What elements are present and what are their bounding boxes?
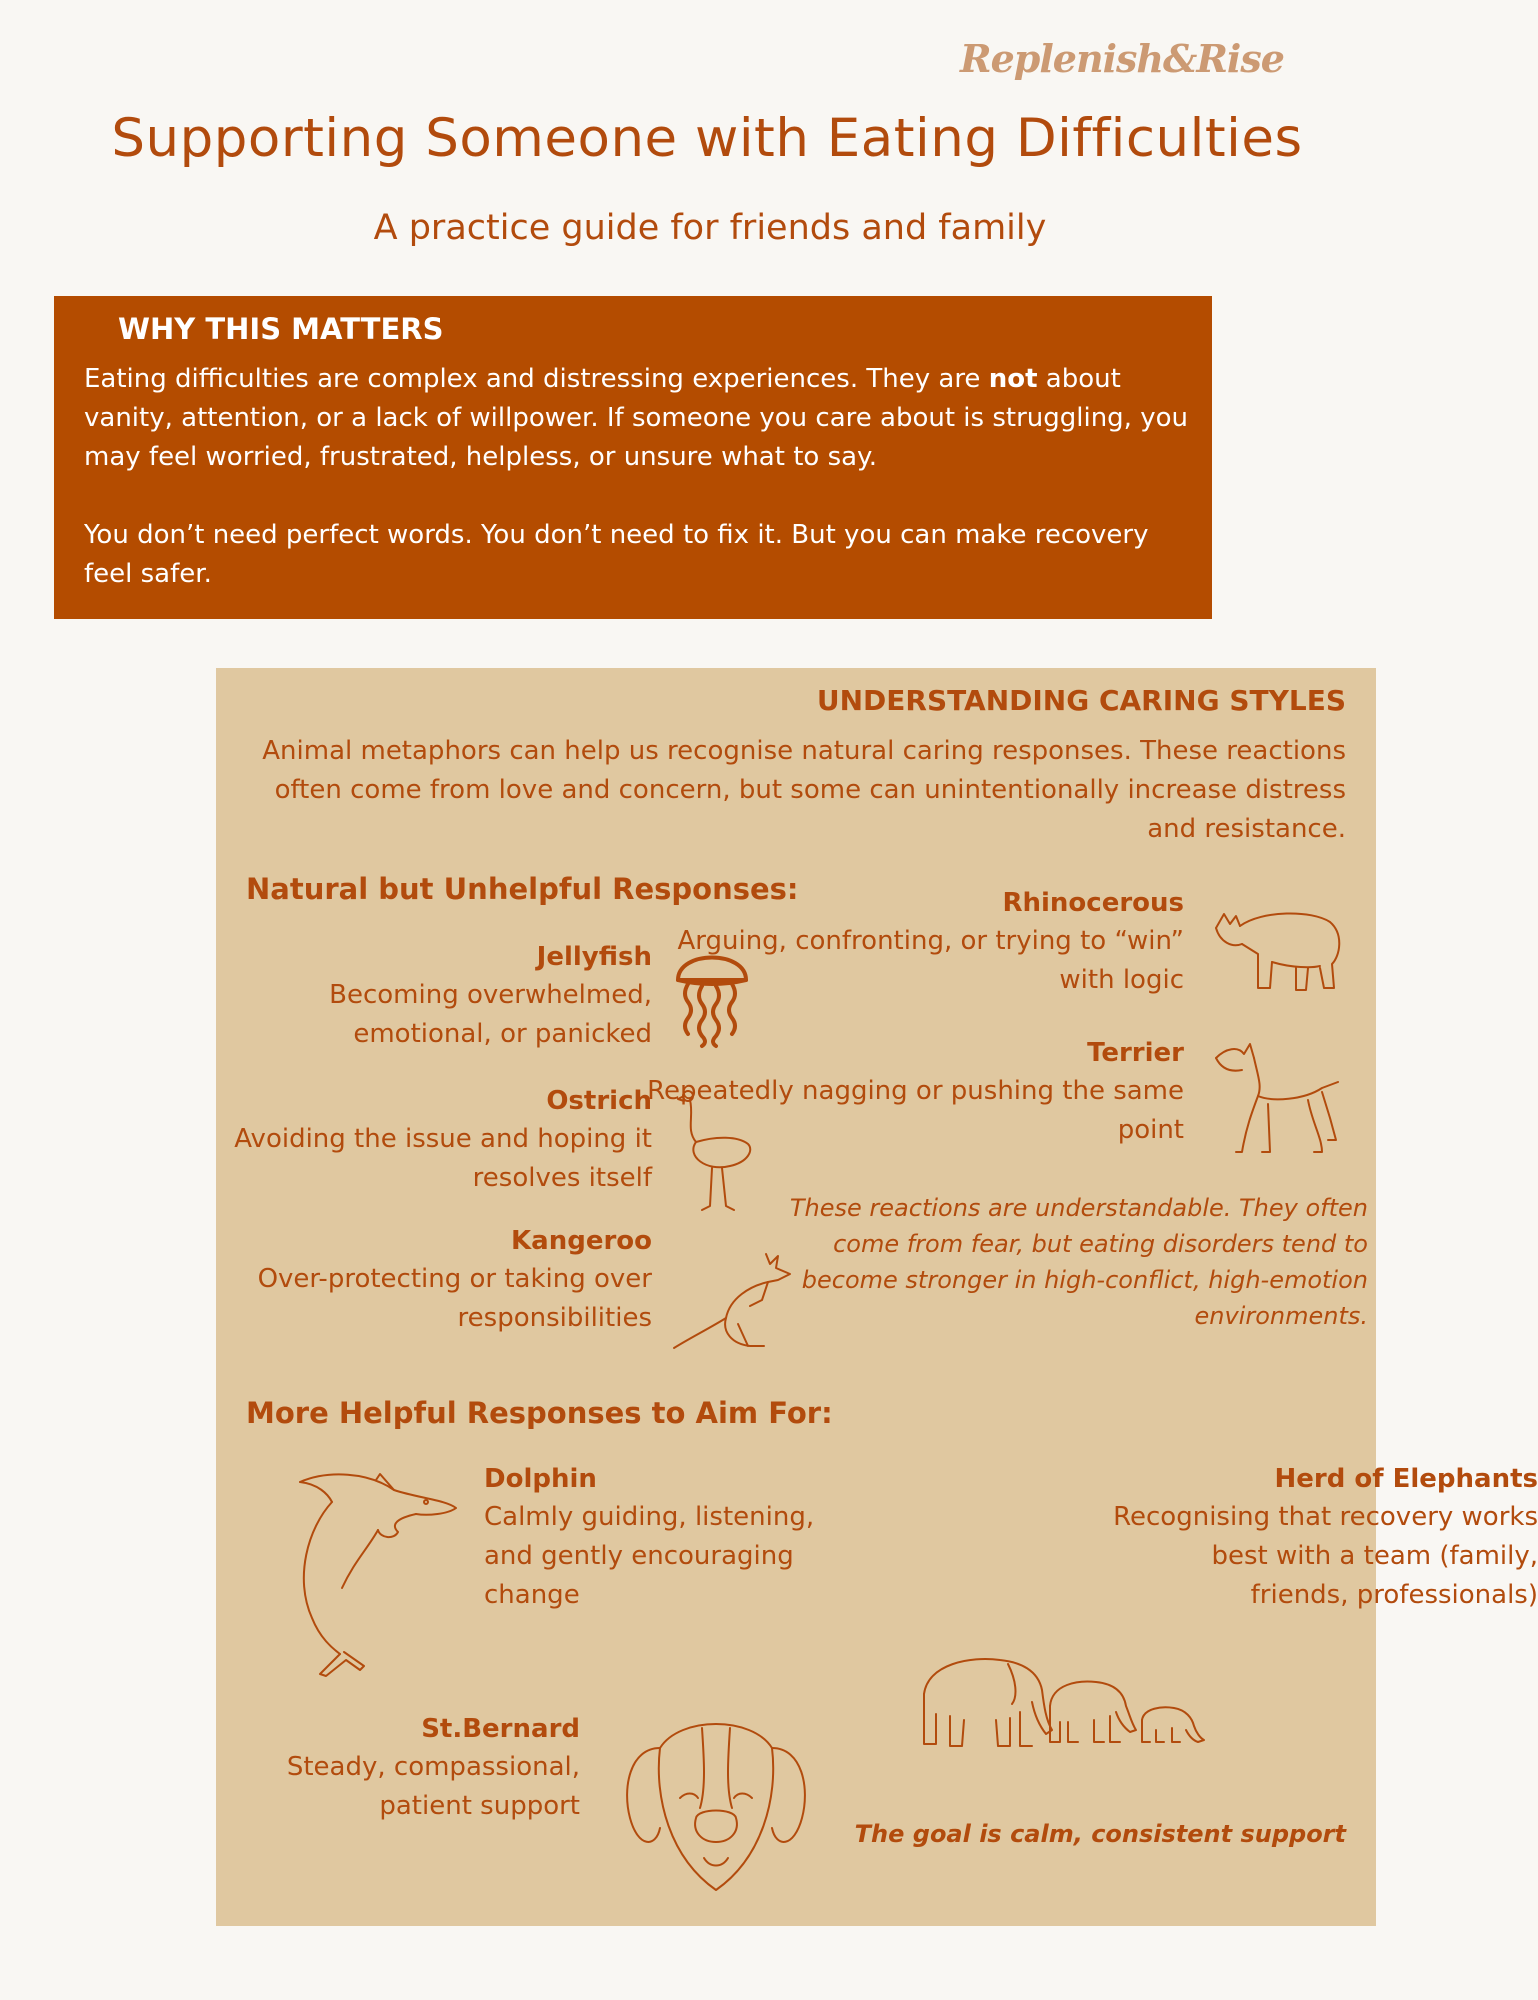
jellyfish-desc: Becoming overwhelmed, emotional, or panicked [329,980,652,1049]
elephants-desc: Recognising that recovery works best with a team (family, friends, professionals) [1113,1502,1538,1610]
page-subtitle: A practice guide for friends and family [373,208,1047,248]
kangaroo-name: Kangeroo [511,1226,652,1256]
rhino-icon [1212,904,1344,996]
page-title: Supporting Someone with Eating Difficulties [111,108,1303,169]
brand-logo: Replenish&Rise [960,36,1284,81]
dolphin-name: Dolphin [484,1464,597,1494]
why-heading: WHY THIS MATTERS [118,312,444,346]
terrier-name: Terrier [1087,1038,1184,1068]
terrier-desc: Repeatedly nagging or pushing the same point [647,1076,1184,1145]
dolphin-desc: Calmly guiding, listening, and gently encouraging change [484,1502,815,1610]
why-paragraph-2: You don’t need perfect words. You don’t need to fix it. But you can make recovery feel safer. [84,520,1149,589]
unhelpful-heading: Natural but Unhelpful Responses: [246,872,799,906]
jellyfish-item [216,938,652,1054]
dolphin-item [484,1460,864,1615]
elephants-name: Herd of Elephants [1274,1464,1538,1494]
kangaroo-desc: Over-protecting or taking over responsibilities [257,1264,652,1333]
why-this-matters-box [54,296,1212,619]
rhino-item [636,884,1184,1000]
why-body [84,360,1194,633]
rhino-desc: Arguing, confronting, or trying to “win” with logic [677,926,1184,995]
ostrich-item [216,1082,652,1198]
st-bernard-item [216,1710,580,1826]
caring-heading: UNDERSTANDING CARING STYLES [816,684,1346,717]
terrier-item [636,1034,1184,1150]
elephants-item [856,1460,1538,1615]
caring-intro: Animal metaphors can help us recognise natural caring responses. These reactions often come from love and concern, but some can unintentionally increase distress and resistance. [262,736,1346,844]
dolphin-icon [298,1468,462,1680]
rhino-name: Rhinocerous [1002,888,1184,918]
kangaroo-item [216,1222,652,1338]
terrier-icon [1212,1042,1344,1158]
st-bernard-desc: Steady, compassional, patient support [286,1752,580,1821]
elephants-icon [920,1650,1224,1752]
ostrich-name: Ostrich [546,1086,652,1116]
ostrich-desc: Avoiding the issue and hoping it resolves itself [234,1124,652,1193]
goal-statement: The goal is calm, consistent support [854,1820,1346,1848]
st-bernard-name: St.Bernard [421,1714,580,1744]
why-paragraph-1: Eating difficulties are complex and distressing experiences. They are not about vanity, attention, or a lack of willpower. If someone you care about is struggling, you may feel worried, frustrated, helpless, or unsure what to say. [84,364,1188,472]
unhelpful-note: These reactions are understandable. They often come from fear, but eating disorders tend to become stronger in high-conflict, high-emotion environments. [789,1194,1368,1330]
jellyfish-name: Jellyfish [536,942,652,972]
st-bernard-icon [620,1708,812,1898]
helpful-heading: More Helpful Responses to Aim For: [246,1396,833,1430]
caring-styles-panel [216,668,1538,1926]
